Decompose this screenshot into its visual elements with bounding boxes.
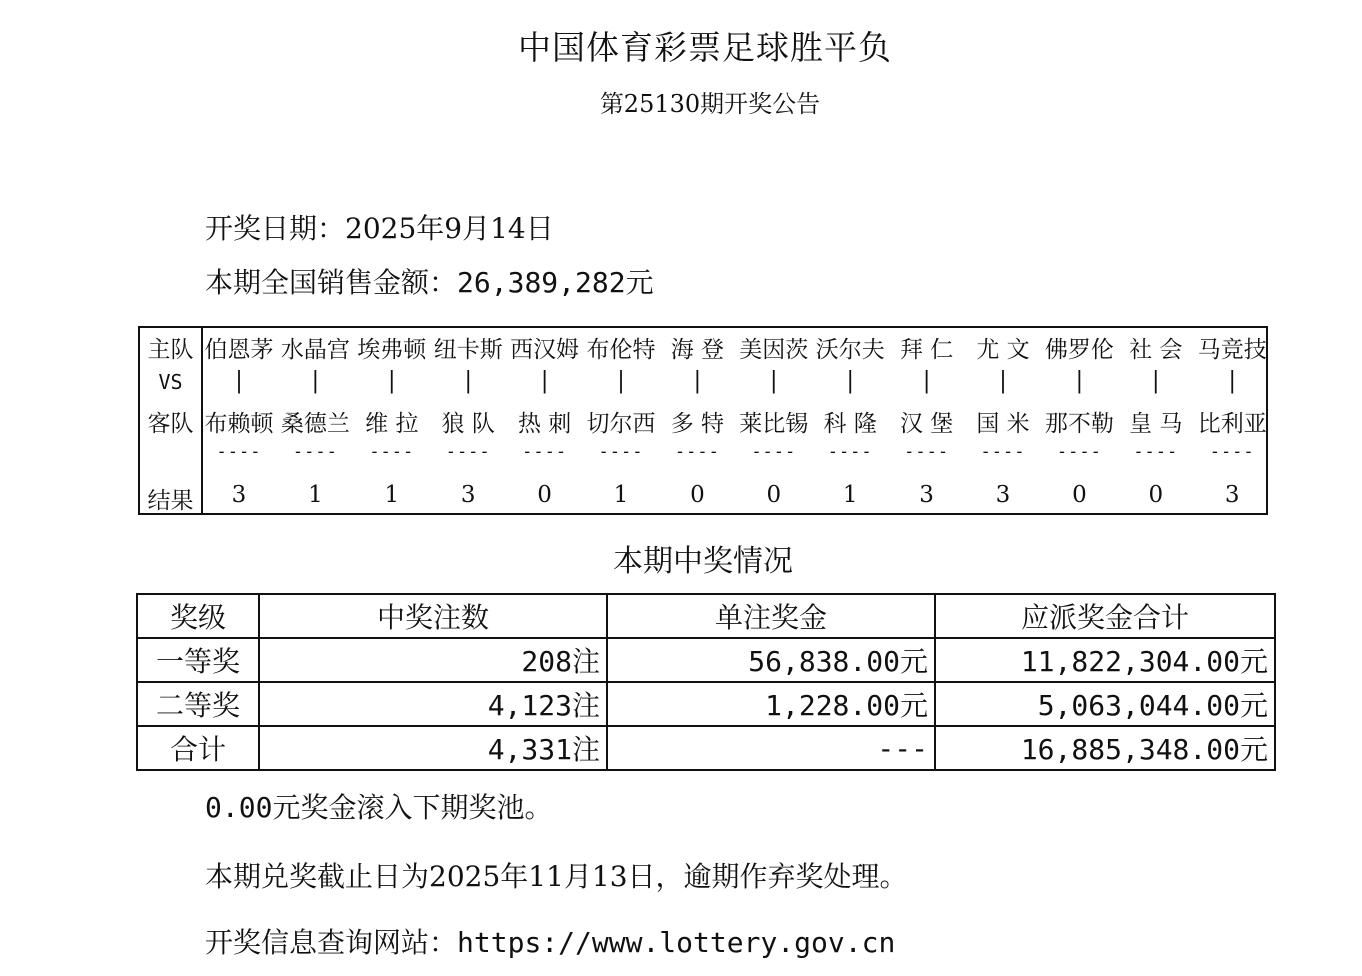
- page-title: 中国体育彩票足球胜平负: [518, 28, 892, 67]
- match-column: [507, 328, 583, 513]
- claim-deadline: 本期兑奖截止日为2025年11月13日，逾期作弃奖处理。: [205, 860, 908, 893]
- single-prize: ---: [607, 726, 935, 770]
- home-team: 尤 文: [976, 337, 1030, 363]
- separator-dashes: ----: [445, 442, 491, 462]
- prize-table-header: [137, 594, 1275, 638]
- away-team: 狼 队: [441, 411, 495, 437]
- match-result: 0: [766, 482, 782, 508]
- prize-section-title: 本期中奖情况: [613, 544, 793, 579]
- match-result: 0: [537, 482, 552, 508]
- match-result: 0: [1148, 482, 1164, 508]
- vs-mark: |: [922, 368, 931, 394]
- home-row-label: 主队: [147, 337, 194, 363]
- match-column: [583, 328, 659, 513]
- home-team: 布伦特: [586, 337, 656, 363]
- away-team: 维 拉: [365, 411, 419, 437]
- separator-dashes: ----: [1209, 442, 1255, 462]
- website-link[interactable]: https://www.lottery.gov.cn: [457, 926, 896, 959]
- away-team: 热 刺: [517, 411, 572, 437]
- winner-count: 4,331注: [259, 726, 607, 770]
- match-column: [201, 328, 277, 513]
- header-level: 奖级: [137, 594, 259, 638]
- away-team: 切尔西: [586, 411, 656, 437]
- vs-mark: |: [999, 368, 1007, 394]
- website-line: [205, 921, 895, 961]
- vs-mark: |: [235, 368, 243, 394]
- home-team: 水晶宫: [280, 337, 350, 363]
- vs-mark: |: [311, 368, 320, 394]
- match-column: [659, 328, 735, 513]
- away-team: 桑德兰: [280, 411, 350, 437]
- separator-dashes: ----: [598, 442, 644, 462]
- match-result: 1: [384, 482, 400, 508]
- away-team: 莱比锡: [739, 411, 809, 437]
- match-column: [277, 328, 353, 513]
- vs-row-label: VS: [158, 370, 183, 394]
- vs-mark: |: [464, 368, 473, 394]
- match-result: 3: [1224, 482, 1240, 508]
- prize-table: [136, 593, 1276, 771]
- away-team: 皇 马: [1129, 411, 1183, 437]
- match-result: 1: [613, 482, 629, 508]
- away-team: 汉 堡: [899, 411, 954, 437]
- match-result: 3: [460, 482, 476, 508]
- result-row-label: 结果: [147, 488, 194, 514]
- home-team: 埃弗顿: [357, 337, 427, 363]
- separator-dashes: ----: [751, 442, 797, 462]
- vs-mark: |: [1151, 368, 1160, 394]
- home-team: 伯恩茅: [204, 337, 274, 363]
- single-prize: 56,838.00元: [607, 638, 935, 682]
- match-result: 0: [1072, 482, 1087, 508]
- header-count: 中奖注数: [259, 594, 607, 638]
- table-row: [137, 726, 1275, 770]
- match-column: [736, 328, 812, 513]
- home-team: 美因茨: [739, 337, 809, 363]
- separator-dashes: ----: [674, 442, 720, 462]
- total-prize: 11,822,304.00元: [935, 638, 1275, 682]
- home-team: 社 会: [1129, 337, 1183, 363]
- total-prize: 5,063,044.00元: [935, 682, 1275, 726]
- match-column: [354, 328, 430, 513]
- rollover-note: [205, 786, 552, 826]
- separator-dashes: ----: [980, 442, 1026, 462]
- separator-dashes: ----: [1133, 442, 1179, 462]
- match-result: 3: [995, 482, 1011, 508]
- match-column: [1194, 328, 1270, 513]
- prize-level: 一等奖: [137, 638, 259, 682]
- vs-mark: |: [540, 368, 549, 394]
- vs-mark: |: [617, 368, 625, 394]
- vs-mark: |: [693, 368, 702, 394]
- separator-dashes: ----: [827, 442, 873, 462]
- match-column: [430, 328, 506, 513]
- separator-dashes: ----: [1056, 442, 1102, 462]
- match-result: 0: [690, 482, 705, 508]
- home-team: 马竞技: [1197, 337, 1267, 363]
- separator-dashes: ----: [369, 442, 415, 462]
- away-team: 比利亚: [1197, 411, 1267, 437]
- sales-value: 26,389,282: [457, 266, 626, 299]
- away-team: 国 米: [976, 411, 1030, 437]
- table-row: [137, 638, 1275, 682]
- match-column: [965, 328, 1041, 513]
- vs-mark: |: [387, 368, 396, 394]
- draw-date: 开奖日期：2025年9月14日: [205, 212, 554, 245]
- home-team: 西汉姆: [510, 337, 580, 363]
- vs-mark: |: [1075, 368, 1084, 394]
- sales-label: 本期全国销售金额：: [205, 266, 458, 299]
- match-column: [1118, 328, 1194, 513]
- prize-level: 二等奖: [137, 682, 259, 726]
- match-result: 3: [231, 482, 247, 508]
- separator-dashes: ----: [522, 442, 568, 462]
- total-prize: 16,885,348.00元: [935, 726, 1275, 770]
- rollover-text: 元奖金滚入下期奖池。: [272, 791, 553, 824]
- separator-dashes: ----: [904, 442, 950, 462]
- single-prize: 1,228.00元: [607, 682, 935, 726]
- vs-mark: |: [1228, 368, 1237, 394]
- rollover-amount: 0.00: [205, 791, 273, 824]
- sales-amount: [205, 261, 654, 301]
- home-team: 纽卡斯: [433, 337, 503, 363]
- home-team: 海 登: [670, 337, 725, 363]
- winner-count: 208注: [259, 638, 607, 682]
- sales-unit: 元: [625, 266, 654, 299]
- match-result: 3: [919, 482, 934, 508]
- match-column: [1041, 328, 1117, 513]
- vs-mark: |: [769, 368, 778, 394]
- matches-table: [138, 326, 1268, 515]
- issue-subtitle: 第25130期开奖公告: [599, 90, 821, 118]
- home-team: 佛罗伦: [1044, 337, 1114, 363]
- row-label-column: [140, 328, 203, 513]
- separator-dashes: ----: [216, 442, 262, 462]
- away-team: 多 特: [670, 411, 725, 437]
- separator-dashes: ----: [292, 442, 338, 462]
- away-team: 那不勒: [1044, 411, 1114, 437]
- away-row-label: 客队: [147, 411, 194, 437]
- home-team: 沃尔夫: [815, 337, 885, 363]
- match-result: 1: [308, 482, 323, 508]
- match-result: 1: [842, 482, 858, 508]
- away-team: 科 隆: [823, 411, 877, 437]
- home-team: 拜 仁: [899, 337, 954, 363]
- website-label: 开奖信息查询网站：: [205, 926, 458, 959]
- vs-mark: |: [846, 368, 855, 394]
- table-row: [137, 682, 1275, 726]
- prize-level: 合计: [137, 726, 259, 770]
- header-total: 应派奖金合计: [935, 594, 1275, 638]
- match-column: [812, 328, 888, 513]
- winner-count: 4,123注: [259, 682, 607, 726]
- away-team: 布赖顿: [204, 411, 274, 437]
- header-single: 单注奖金: [607, 594, 935, 638]
- match-column: [889, 328, 965, 513]
